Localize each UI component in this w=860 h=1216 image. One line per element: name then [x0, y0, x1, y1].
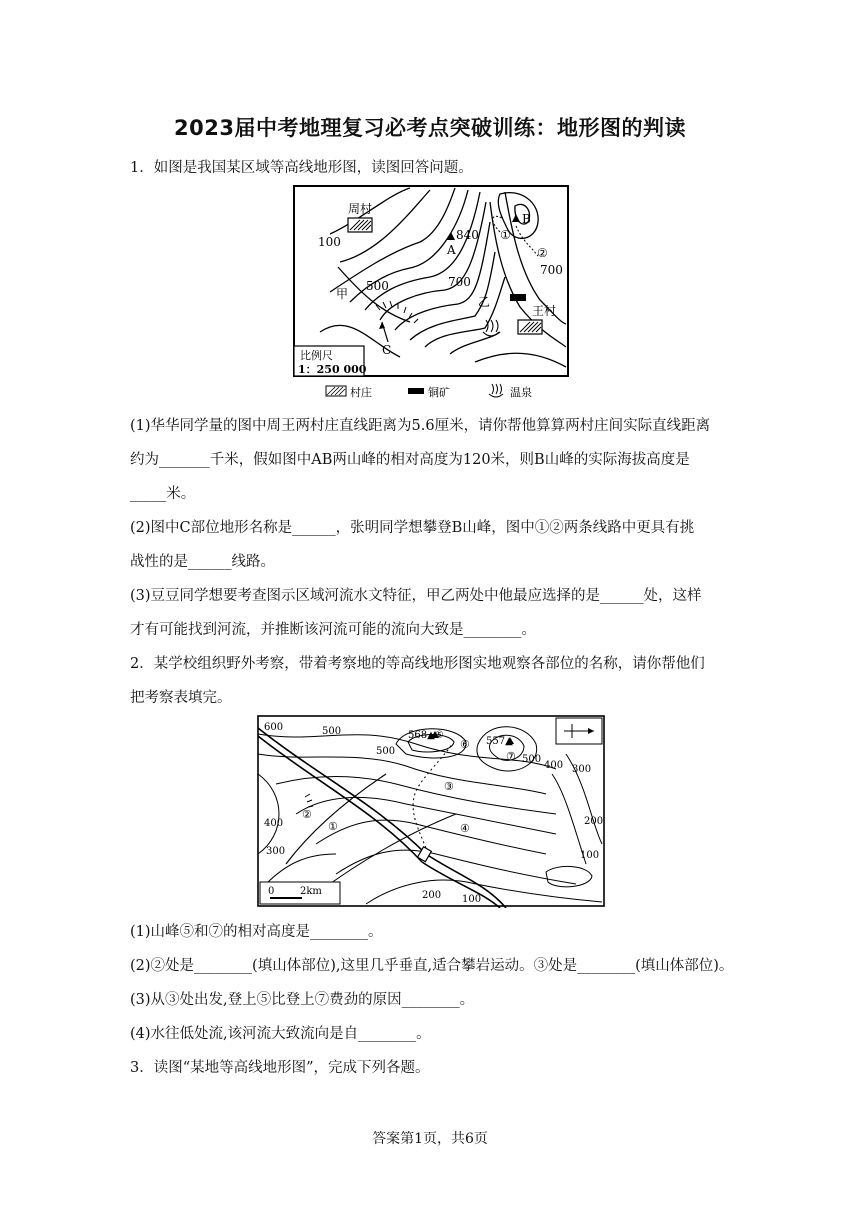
q1-scale-value: 1：250 000	[298, 363, 367, 376]
q2-contour-100a: 100	[580, 850, 600, 861]
q2-contour-500c: 500	[522, 754, 542, 765]
q1-route-2: ②	[537, 246, 548, 260]
q1-part2-line1: (2)图中C部位地形名称是______，张明同学想攀登B山峰，图中①②两条线路中更具有挑	[130, 520, 695, 536]
q2-point-1: ①	[328, 820, 338, 833]
q1-legend-copper: 铜矿	[428, 386, 450, 399]
q2-contour-200b: 200	[422, 890, 442, 901]
q2-answer2: (2)②处是________(填山体部位),这里几乎垂直,适合攀岩运动。③处是________(填山体部位)。	[130, 958, 734, 974]
q1-peak-b: B	[522, 212, 531, 226]
q1-stem: 1．如图是我国某区域等高线地形图，读图回答问题。	[130, 160, 473, 176]
q1-contour-700a: 700	[448, 275, 471, 289]
q2-contour-300b: 300	[266, 846, 286, 857]
q2-peak-557: 557▲	[486, 736, 513, 747]
q1-part3-line2: 才有可能找到河流，并推断该河流可能的流向大致是________。	[130, 622, 536, 638]
q1-route-1: ①	[500, 228, 511, 242]
q2-contour-300a: 300	[572, 764, 592, 775]
q1-scale-title: 比例尺	[300, 349, 333, 362]
q1-contour-700b: 700	[540, 263, 563, 277]
q2-answer1: (1)山峰⑤和⑦的相对高度是________。	[130, 924, 383, 940]
q1-point-yi: 乙	[478, 295, 491, 309]
q1-legend-spring: 温泉	[510, 386, 532, 399]
q2-contour-200a: 200	[584, 816, 604, 827]
q2-scale-2km: 2km	[300, 886, 322, 897]
q1-peak-a: A	[447, 243, 456, 257]
q1-village-wang-label: 王村	[532, 304, 557, 318]
q2-answer4: (4)水往低处流,该河流大致流向是自________。	[130, 1026, 431, 1042]
q1-contour-100: 100	[318, 235, 341, 249]
q1-contour-map	[290, 182, 572, 404]
q2-contour-map	[256, 714, 606, 908]
q2-answer3: (3)从③处出发,登上⑤比登上⑦费劲的原因________。	[130, 992, 475, 1008]
q1-part1-line2: 约为_______千米，假如图中AB两山峰的相对高度为120米，则B山峰的实际海拔高度是	[130, 452, 690, 468]
q2-point-7: ⑦	[506, 750, 516, 763]
q2-contour-400a: 400	[544, 760, 564, 771]
q3-stem: 3．读图“某地等高线地形图”，完成下列各题。	[130, 1060, 430, 1076]
q2-contour-500a: 500	[322, 726, 342, 737]
q1-part2-line2: 战性的是______线路。	[130, 554, 275, 570]
q2-peak-568: 568▲⑤	[408, 730, 444, 741]
q1-contour-500: 500	[366, 279, 389, 293]
q2-contour-600: 600	[264, 722, 284, 733]
q1-point-jia: 甲	[336, 287, 349, 301]
q2-contour-100b: 100	[462, 894, 482, 905]
page-footer: 答案第1页，共6页	[372, 1131, 488, 1147]
q1-part1-line3: _____米。	[130, 486, 196, 502]
q2-point-3: ③	[444, 780, 454, 793]
q2-point-6: ⑥	[460, 738, 470, 751]
q2-stem-line2: 把考察表填完。	[130, 690, 232, 706]
q2-contour-400b: 400	[264, 818, 284, 829]
q1-part3-line1: (3)豆豆同学想要考查图示区域河流水文特征，甲乙两处中他最应选择的是______处，这样	[130, 588, 702, 604]
q1-peak-840: 840	[456, 228, 479, 242]
page-title: 2023届中考地理复习必考点突破训练：地形图的判读	[174, 116, 686, 140]
q2-point-4: ④	[460, 822, 470, 835]
q2-point-2: ②	[302, 808, 312, 821]
q1-legend-village: 村庄	[350, 386, 372, 399]
q1-village-zhou-label: 周村	[348, 202, 373, 216]
q2-scale-zero: 0	[268, 886, 275, 897]
q1-point-c: C	[382, 343, 392, 357]
q1-part1-line1: (1)华华同学量的图中周王两村庄直线距离为5.6厘米，请你帮他算算两村庄间实际直线距离	[130, 418, 711, 434]
q2-contour-500b: 500	[376, 746, 396, 757]
q2-stem-line1: 2．某学校组织野外考察，带着考察地的等高线地形图实地观察各部位的名称，请你帮他们	[130, 656, 705, 672]
